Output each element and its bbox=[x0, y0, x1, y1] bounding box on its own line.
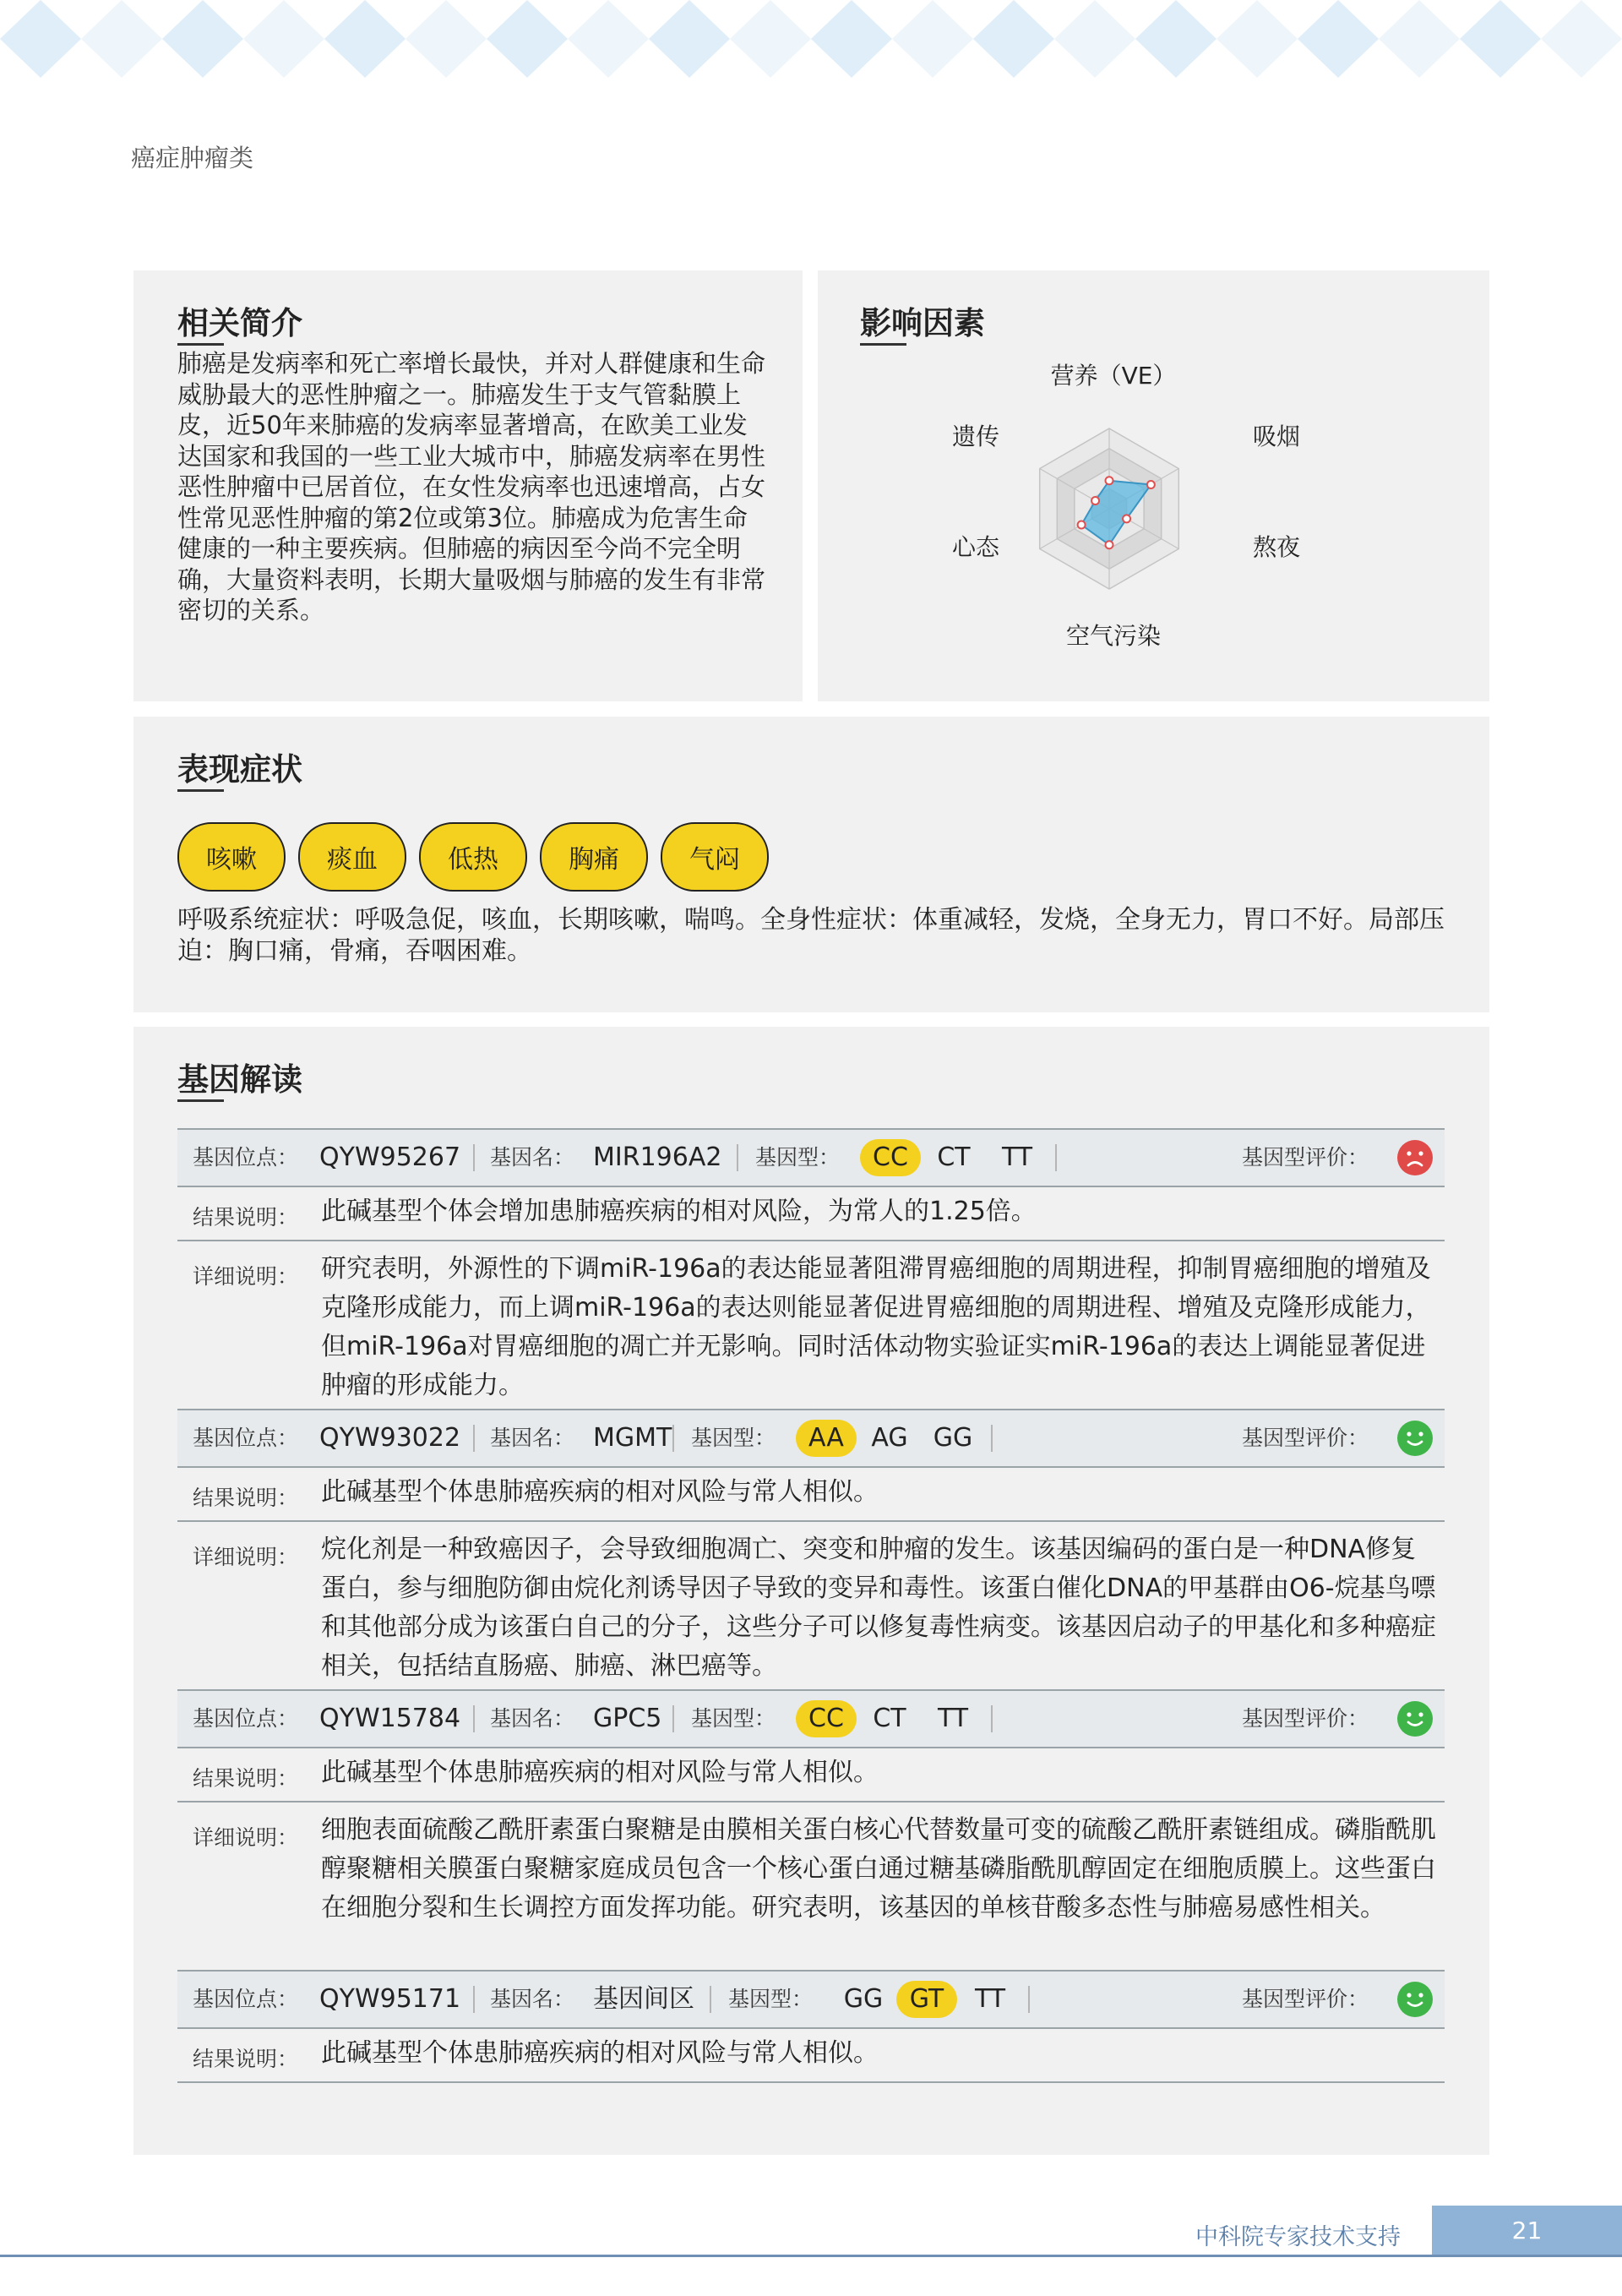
gene-header-divider bbox=[473, 1425, 475, 1452]
gene-locus-value: QYW15784 bbox=[319, 1704, 461, 1733]
evaluation-label: 基因型评价： bbox=[1242, 1145, 1369, 1170]
detail-text: 烷化剂是一种致癌因子，会导致细胞凋亡、突变和肿瘤的发生。该基因编码的蛋白是一种DNA修复蛋白，参与细胞防御由烷化剂诱导因子导致的变异和毒性。该蛋白催化DNA的甲基群由O6-烷基鸟嘌和其他部分成为该蛋白自己的分子，这些分子可以修复毒性病变。该基因启动子的甲基化和多种癌症相关，包括结直肠癌、肺癌、淋巴癌等。 bbox=[321, 1535, 1436, 1681]
evaluation-label: 基因型评价： bbox=[1242, 1426, 1369, 1450]
gene-header-divider bbox=[991, 1425, 993, 1452]
result-text: 此碱基型个体患肺癌疾病的相对风险与常人相似。 bbox=[321, 1477, 879, 1507]
sad-face-icon bbox=[1396, 1139, 1434, 1176]
gene-locus-label: 基因位点： bbox=[193, 1426, 299, 1450]
gene-detail-row bbox=[177, 1240, 1445, 1409]
genes-panel bbox=[133, 1027, 1489, 2155]
factors-title: 影响因素 bbox=[860, 305, 985, 341]
gene-header-divider bbox=[473, 1986, 475, 2013]
gene-header-divider bbox=[1055, 1144, 1057, 1171]
factors-panel bbox=[818, 270, 1489, 701]
detail-label: 详细说明： bbox=[193, 1264, 299, 1289]
genotype-option: AA bbox=[808, 1423, 844, 1453]
result-text: 此碱基型个体会增加患肺癌疾病的相对风险，为常人的1.25倍。 bbox=[321, 1197, 1037, 1226]
gene-header-divider bbox=[1028, 1986, 1030, 2013]
genotype-option: CC bbox=[873, 1143, 908, 1172]
symptoms-text: 呼吸系统症状：呼吸急促，咳血，长期咳嗽，喘鸣。全身性症状：体重减轻，发烧，全身无力，胃口不好。局部压迫：胸口痛，骨痛，吞咽困难。 bbox=[177, 905, 1445, 966]
genotype-option: GT bbox=[909, 1984, 944, 2014]
radar-data-point bbox=[1147, 481, 1155, 488]
gene-header-divider bbox=[991, 1705, 993, 1732]
footer-text: 中科院专家技术支持 bbox=[1195, 2224, 1401, 2250]
gene-locus-value: QYW95267 bbox=[319, 1143, 461, 1172]
gene-name-label: 基因名： bbox=[490, 1706, 575, 1731]
result-label: 结果说明： bbox=[193, 1486, 299, 1510]
gene-header bbox=[177, 1689, 1445, 1748]
gene-result-row bbox=[177, 2026, 1445, 2083]
gene-header-divider bbox=[710, 1986, 711, 2013]
page-category: 癌症肿瘤类 bbox=[131, 144, 254, 172]
gene-header-divider bbox=[737, 1144, 738, 1171]
genotype-label: 基因型： bbox=[691, 1706, 776, 1731]
gene-locus-label: 基因位点： bbox=[193, 1987, 299, 2011]
genotype-label: 基因型： bbox=[755, 1145, 841, 1170]
smile-face-icon bbox=[1396, 1700, 1434, 1737]
gene-name-value: 基因间区 bbox=[593, 1984, 694, 2014]
symptom-tag: 胸痛 bbox=[540, 822, 648, 892]
top-diamond-pattern bbox=[0, 0, 1622, 78]
symptom-tag: 气闷 bbox=[661, 822, 769, 892]
gene-header bbox=[177, 1409, 1445, 1468]
detail-label: 详细说明： bbox=[193, 1545, 299, 1569]
footer-line bbox=[0, 2255, 1622, 2257]
intro-title-underline bbox=[177, 343, 224, 346]
genotype-option: TT bbox=[1001, 1143, 1033, 1172]
radar-axis-label: 空气污染 bbox=[1065, 622, 1162, 650]
gene-name-value: MGMT bbox=[593, 1423, 672, 1453]
gene-detail-row bbox=[177, 1520, 1445, 1689]
detail-label: 详细说明： bbox=[193, 1825, 299, 1850]
factors-radar-chart bbox=[928, 348, 1384, 669]
radar-axis-label: 熬夜 bbox=[1253, 533, 1301, 561]
gene-name-value: MIR196A2 bbox=[593, 1143, 722, 1172]
gene-locus-value: QYW93022 bbox=[319, 1423, 461, 1453]
evaluation-label: 基因型评价： bbox=[1242, 1987, 1369, 2011]
gene-header bbox=[177, 1128, 1445, 1187]
radar-axis-label: 吸烟 bbox=[1253, 423, 1301, 450]
genotype-option: GG bbox=[843, 1984, 884, 2014]
symptoms-title: 表现症状 bbox=[177, 751, 302, 788]
result-label: 结果说明： bbox=[193, 2047, 299, 2071]
evaluation-label: 基因型评价： bbox=[1242, 1706, 1369, 1731]
gene-result-row bbox=[177, 1745, 1445, 1802]
genotype-option: TT bbox=[937, 1704, 969, 1733]
gene-name-label: 基因名： bbox=[490, 1426, 575, 1450]
symptoms-panel bbox=[133, 717, 1489, 1012]
symptom-tag: 痰血 bbox=[298, 822, 406, 892]
gene-locus-label: 基因位点： bbox=[193, 1706, 299, 1731]
genes-title-underline bbox=[177, 1099, 224, 1102]
gene-name-value: GPC5 bbox=[593, 1704, 662, 1733]
gene-name-label: 基因名： bbox=[490, 1987, 575, 2011]
detail-text: 细胞表面硫酸乙酰肝素蛋白聚糖是由膜相关蛋白核心代替数量可变的硫酸乙酰肝素链组成。磷脂酰肌醇聚糖相关膜蛋白聚糖家庭成员包含一个核心蛋白通过糖基磷脂酰肌醇固定在细胞质膜上。这些蛋白在细胞分裂和生长调控方面发挥功能。研究表明，该基因的单核苷酸多态性与肺癌易感性相关。 bbox=[321, 1815, 1436, 1922]
result-text: 此碱基型个体患肺癌疾病的相对风险与常人相似。 bbox=[321, 1758, 879, 1787]
detail-text: 研究表明，外源性的下调miR-196a的表达能显著阻滞胃癌细胞的周期进程，抑制胃癌细胞的增殖及克隆形成能力，而上调miR-196a的表达则能显著促进胃癌细胞的周期进程、增殖及克隆形成能力，但miR-196a对胃癌细胞的凋亡并无影响。同时活体动物实验证实miR-196a的表达上调能显著促进肿瘤的形成能力。 bbox=[321, 1254, 1431, 1400]
gene-locus-label: 基因位点： bbox=[193, 1145, 299, 1170]
intro-text: 肺癌是发病率和死亡率增长最快，并对人群健康和生命威胁最大的恶性肿瘤之一。肺癌发生于支气管黏膜上皮，近50年来肺癌的发病率显著增高，在欧美工业发达国家和我国的一些工业大城市中，肺癌发病率在男性恶性肿瘤中已居首位，在女性发病率也迅速增高，占女性常见恶性肿瘤的第2位或第3位。肺癌成为危害生命健康的一种主要疾病。但肺癌的病因至今尚不完全明确，大量资料表明，长期大量吸烟与肺癌的发生有非常密切的关系。 bbox=[177, 349, 766, 624]
smile-face-icon bbox=[1396, 1420, 1434, 1457]
genotype-option: TT bbox=[974, 1984, 1006, 2014]
gene-result-row bbox=[177, 1184, 1445, 1241]
gene-header bbox=[177, 1970, 1445, 2029]
radar-data-point bbox=[1106, 477, 1113, 484]
radar-axis-label: 心态 bbox=[951, 533, 999, 561]
genes-title: 基因解读 bbox=[177, 1061, 302, 1098]
genotype-label: 基因型： bbox=[691, 1426, 776, 1450]
radar-data-point bbox=[1091, 497, 1099, 504]
symptom-tag: 咳嗽 bbox=[177, 822, 286, 892]
result-label: 结果说明： bbox=[193, 1766, 299, 1791]
genotype-option: CC bbox=[808, 1704, 844, 1733]
intro-panel bbox=[133, 270, 803, 701]
symptom-tag: 低热 bbox=[419, 822, 527, 892]
intro-title: 相关简介 bbox=[177, 305, 302, 341]
gene-header-divider bbox=[473, 1705, 475, 1732]
result-text: 此碱基型个体患肺癌疾病的相对风险与常人相似。 bbox=[321, 2038, 879, 2068]
genotype-option: AG bbox=[871, 1423, 908, 1453]
page-number: 21 bbox=[1432, 2206, 1622, 2256]
radar-data-point bbox=[1123, 515, 1130, 522]
radar-data-point bbox=[1078, 521, 1086, 529]
factors-title-underline bbox=[860, 343, 906, 346]
gene-header-divider bbox=[672, 1425, 674, 1452]
genotype-label: 基因型： bbox=[728, 1987, 814, 2011]
gene-header-divider bbox=[473, 1144, 475, 1171]
gene-locus-value: QYW95171 bbox=[319, 1984, 461, 2014]
genotype-option: CT bbox=[937, 1143, 971, 1172]
smile-face-icon bbox=[1396, 1981, 1434, 2018]
symptoms-title-underline bbox=[177, 789, 224, 792]
gene-detail-row bbox=[177, 1801, 1445, 1970]
genotype-option: CT bbox=[873, 1704, 906, 1733]
radar-axis-label: 营养（VE） bbox=[1050, 362, 1177, 390]
radar-axis-label: 遗传 bbox=[951, 423, 999, 450]
genotype-option: GG bbox=[933, 1423, 973, 1453]
gene-header-divider bbox=[672, 1705, 674, 1732]
gene-result-row bbox=[177, 1464, 1445, 1522]
radar-data-point bbox=[1106, 541, 1113, 548]
gene-name-label: 基因名： bbox=[490, 1145, 575, 1170]
result-label: 结果说明： bbox=[193, 1205, 299, 1230]
